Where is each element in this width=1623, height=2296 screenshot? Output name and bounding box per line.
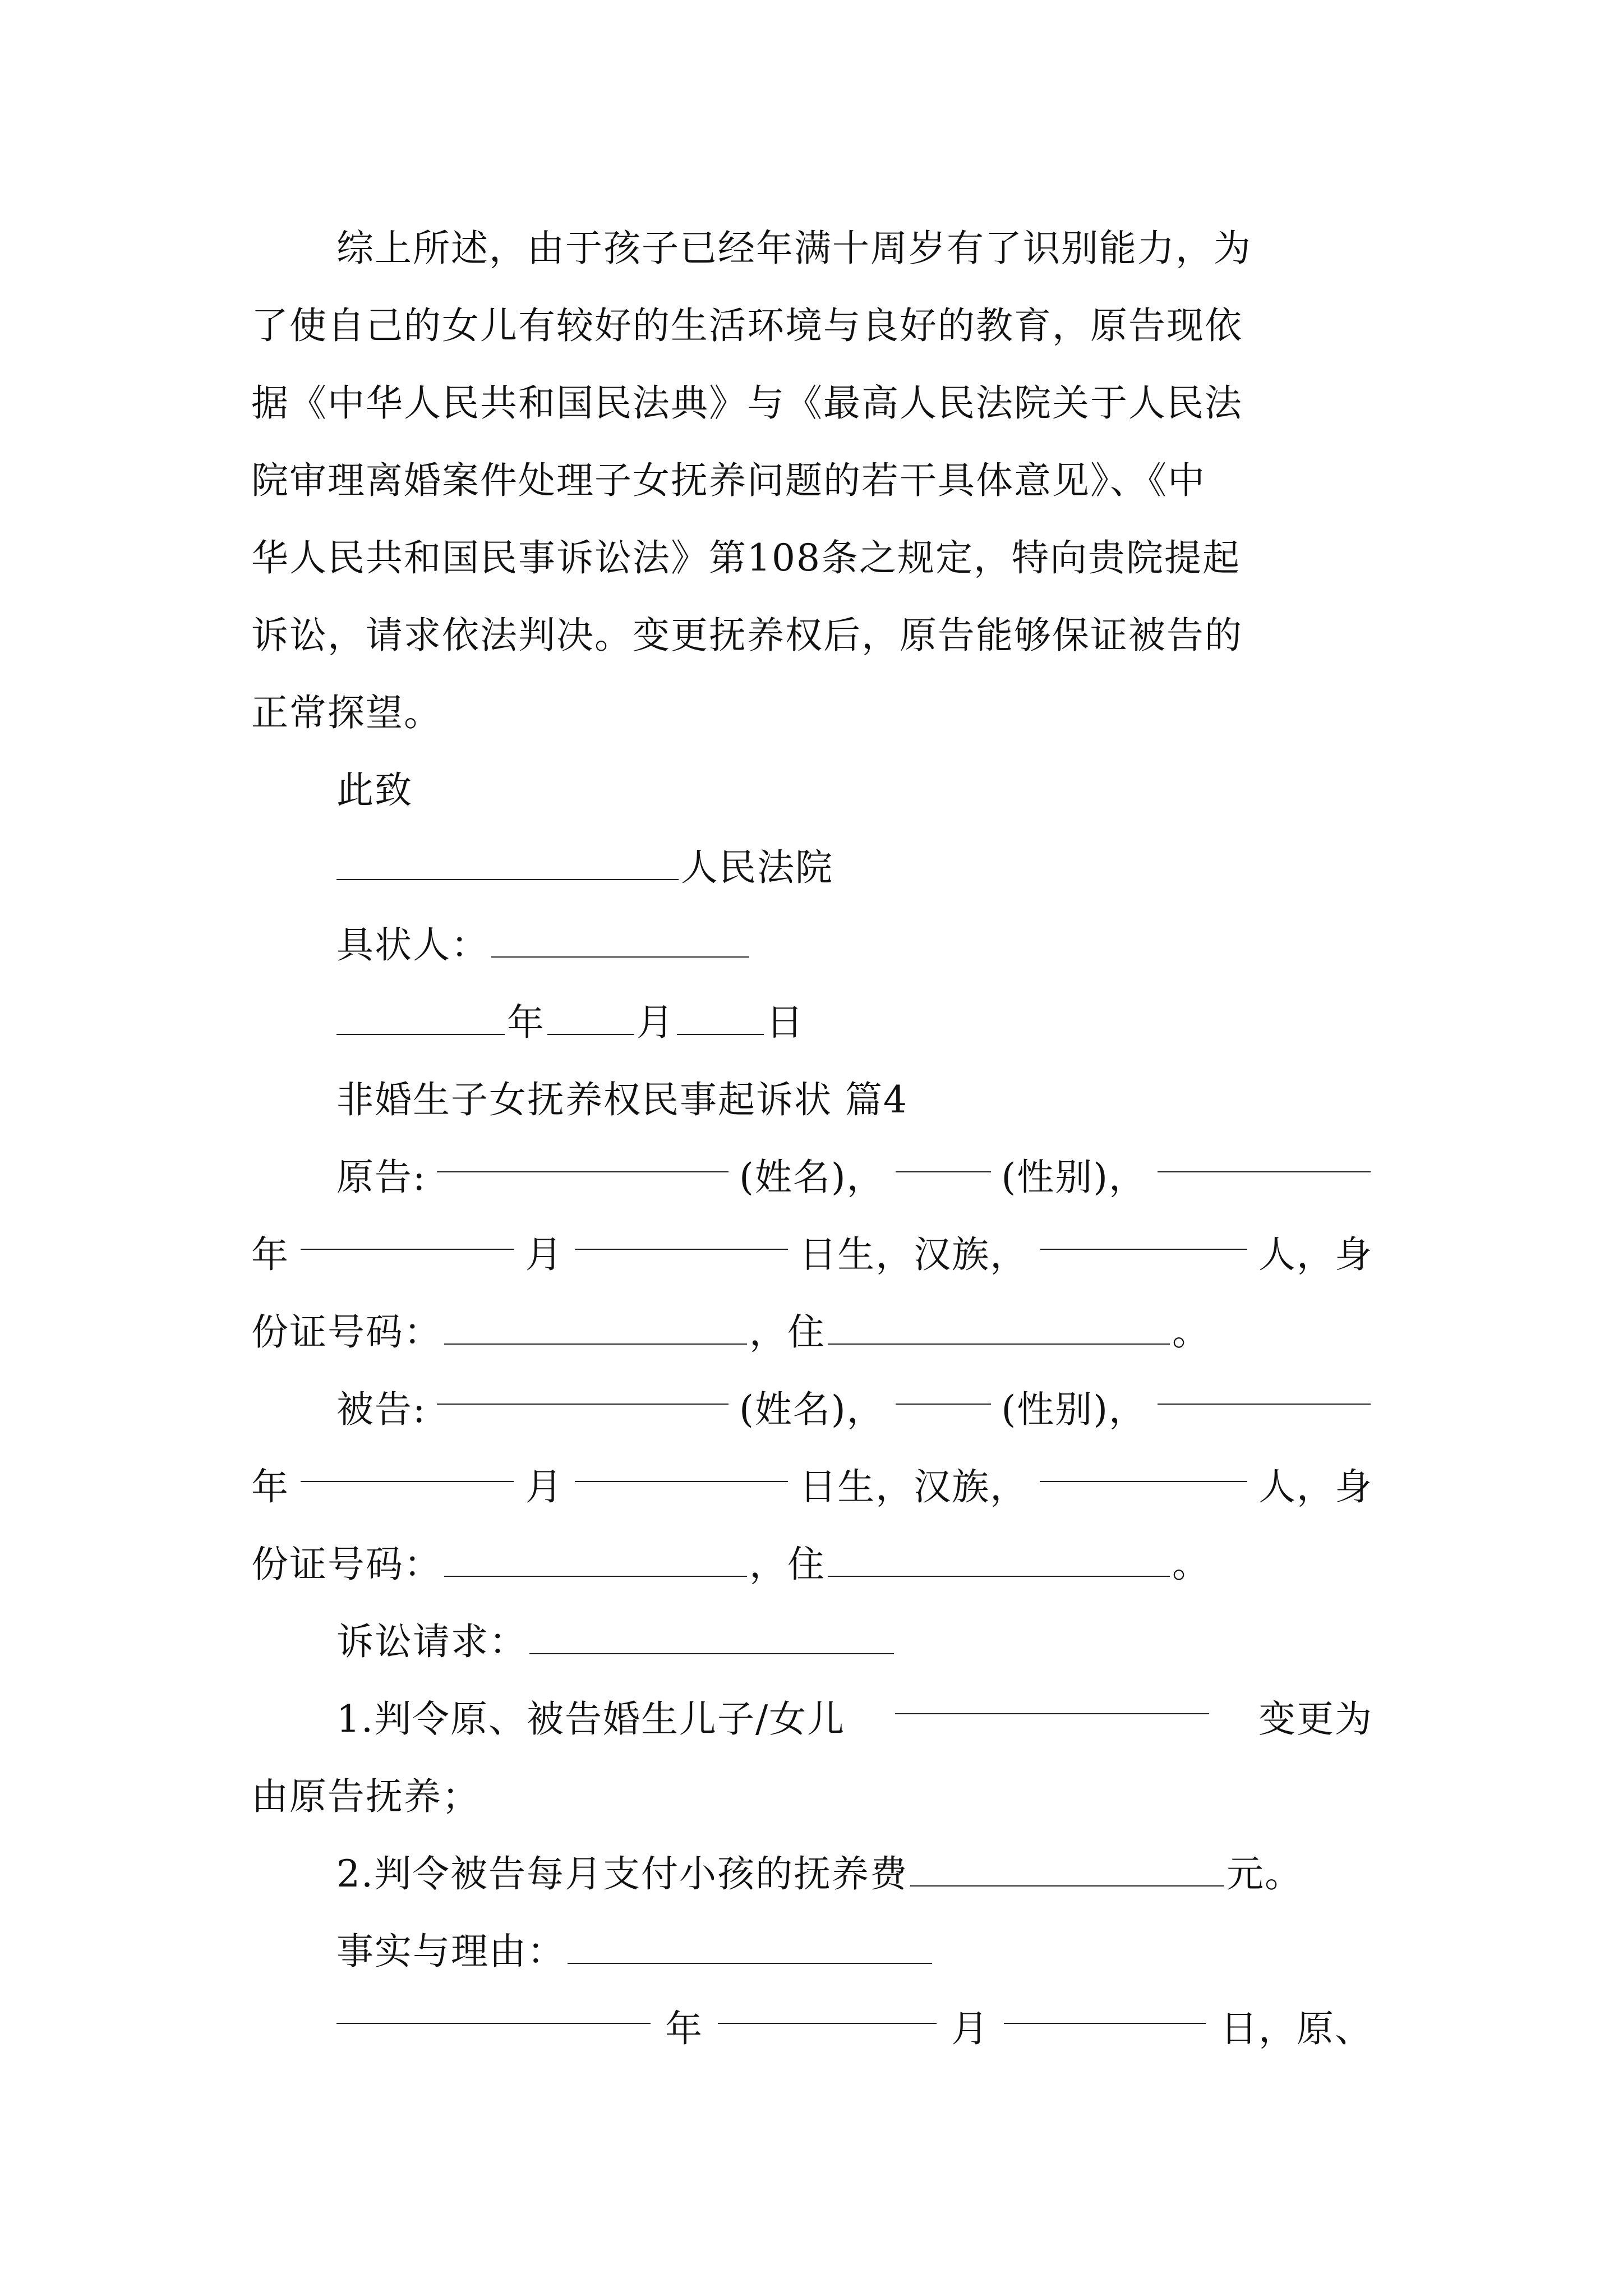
section-title: 非婚生子女抚养权民事起诉状 篇4 — [336, 1078, 908, 1121]
plaintiff-id-blank — [444, 1311, 747, 1345]
year-blank — [336, 1001, 505, 1035]
paragraph-line: 诉讼，请求依法判决。变更抚养权后，原告能够保证被告的 — [251, 614, 1243, 657]
signer-blank — [491, 924, 749, 958]
defendant-id-blank — [444, 1543, 747, 1577]
paragraph-line: 了使自己的女儿有较好的生活环境与良好的教育，原告现依 — [251, 304, 1243, 347]
claim-item-1-line-2: 由原告抚养； — [251, 1775, 480, 1818]
day-blank — [677, 1001, 764, 1035]
paragraph-line: 正常探望。 — [251, 691, 442, 734]
defendant-line-2: 年 月 日生，汉族， 人，身 — [251, 1448, 1373, 1526]
paragraph-line: 华人民共和国民事诉讼法》第108条之规定，特向贵院提起 — [251, 536, 1241, 579]
support-amount-blank — [910, 1853, 1224, 1887]
plaintiff-line-1: 原告: (姓名)， (性别)， — [251, 1139, 1373, 1216]
facts-year-blank — [336, 1990, 651, 2024]
month-blank — [547, 1001, 634, 1035]
plaintiff-birth-blank — [1158, 1139, 1371, 1172]
defendant-month-blank — [301, 1448, 514, 1482]
claims-label-line: 诉讼请求： — [336, 1603, 896, 1681]
summary-paragraph — [251, 210, 1373, 752]
signer-line: 具状人： — [336, 907, 751, 984]
child-name-blank — [895, 1681, 1209, 1714]
claims-blank — [529, 1621, 894, 1654]
paragraph-line: 综上所述，由于孩子已经年满十周岁有了识别能力，为 — [336, 227, 1252, 270]
claim-item-2: 2.判令被告每月支付小孩的抚养费 元。 — [336, 1852, 1303, 1895]
defendant-origin-blank — [1040, 1448, 1247, 1482]
defendant-line-3: 份证号码： ，住 。 — [251, 1543, 1210, 1586]
facts-date-line-inner: 年 月 日，原、 — [251, 1990, 1373, 2068]
plaintiff-line-2: 年 月 日生，汉族， 人，身 — [251, 1216, 1373, 1294]
defendant-birth-blank — [1158, 1371, 1371, 1405]
defendant-line-1: 被告: (姓名)， (性别)， — [251, 1371, 1373, 1448]
plaintiff-origin-blank — [1040, 1216, 1247, 1250]
claim-item-1-line-1: 1.判令原、被告婚生儿子/女儿 变更为 — [251, 1681, 1373, 1758]
date-line: 年 月 日 — [336, 984, 804, 1061]
defendant-gender-blank — [896, 1371, 991, 1405]
paragraph-line: 院审理离婚案件处理子女抚养问题的若干具体意见》、《中 — [251, 459, 1206, 502]
plaintiff-block — [251, 1139, 1373, 1371]
plaintiff-month-blank — [301, 1216, 514, 1250]
facts-day-blank — [1004, 1990, 1206, 2024]
court-line: 人民法院 — [336, 829, 833, 907]
plaintiff-name-blank — [437, 1139, 728, 1172]
claim-item-1 — [251, 1681, 1373, 1835]
defendant-block — [251, 1371, 1373, 1603]
salutation: 此致 — [336, 769, 413, 812]
defendant-address-blank — [828, 1543, 1170, 1577]
facts-month-blank — [718, 1990, 937, 2024]
paragraph-line: 据《中华人民共和国民法典》与《最高人民法院关于人民法 — [251, 381, 1243, 425]
facts-date-line — [251, 1990, 1373, 2068]
facts-label-line: 事实与理由： — [336, 1913, 934, 1990]
defendant-name-blank — [437, 1371, 728, 1405]
plaintiff-gender-blank — [896, 1139, 991, 1172]
plaintiff-address-blank — [828, 1311, 1170, 1345]
plaintiff-day-blank — [575, 1216, 788, 1250]
plaintiff-line-3: 份证号码： ，住 。 — [251, 1310, 1210, 1354]
facts-blank — [568, 1930, 932, 1964]
court-name-blank — [336, 846, 679, 880]
defendant-day-blank — [575, 1448, 788, 1482]
